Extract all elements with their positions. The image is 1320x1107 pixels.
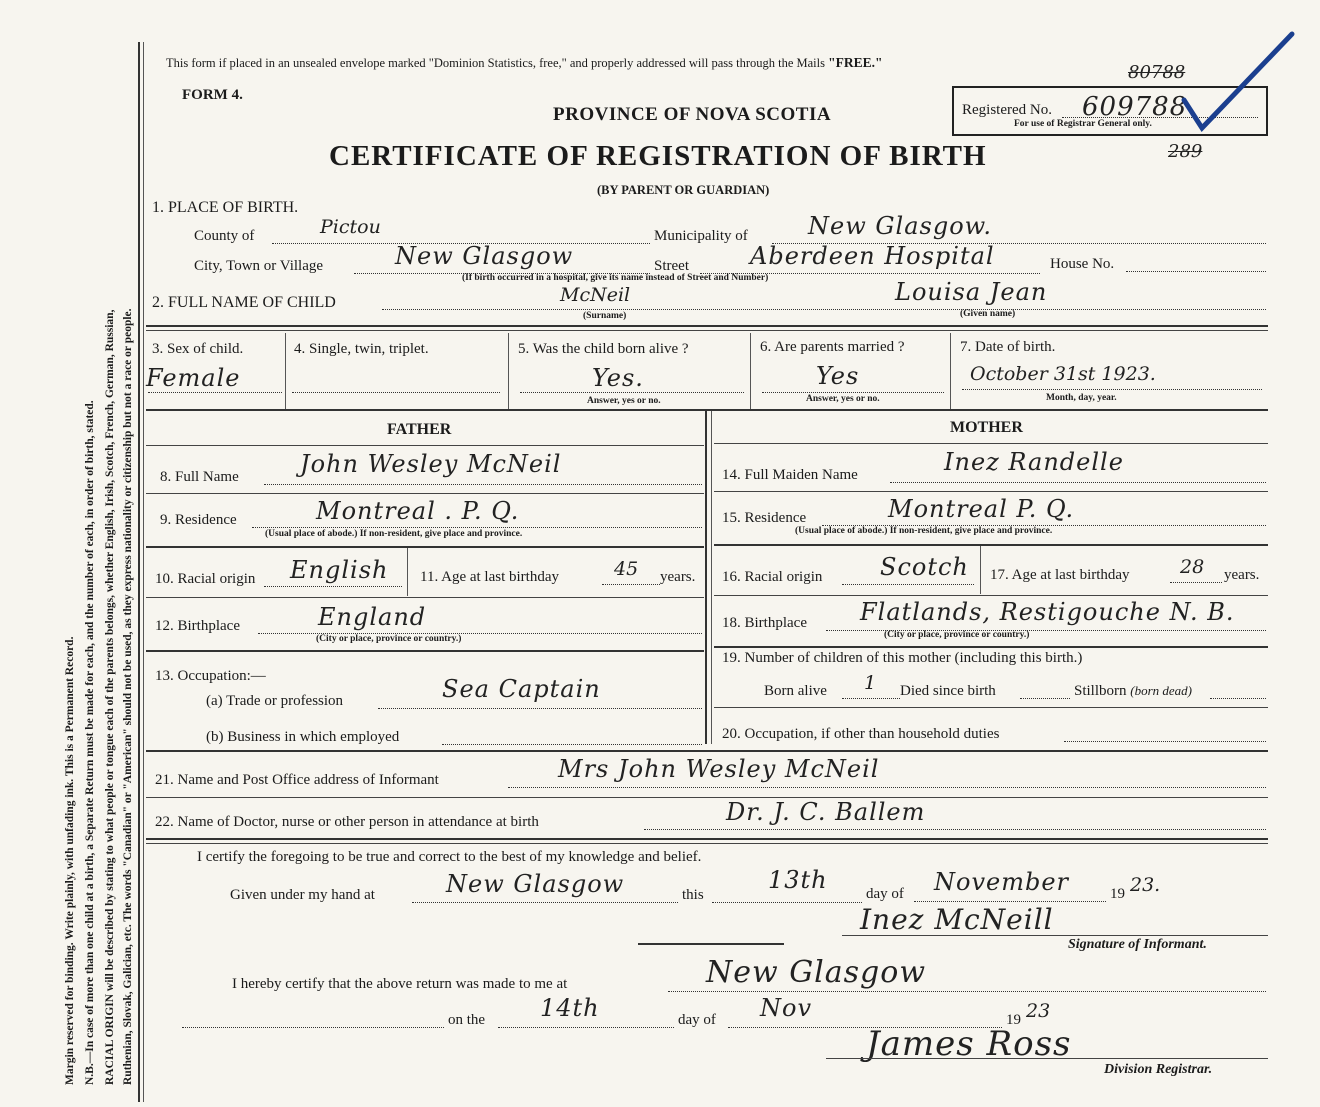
mother-residence-caption: (Usual place of abode.) If non-resident, give place and province. bbox=[795, 526, 1053, 536]
father-racial-value: English bbox=[290, 556, 389, 584]
rule-after-name bbox=[146, 325, 1268, 327]
sex-value: Female bbox=[146, 364, 241, 392]
certification-statement: I certify the foregoing to be true and correct to the best of my knowledge and belief. bbox=[197, 849, 702, 865]
county-label: County of bbox=[194, 228, 255, 244]
mother-divider-16-17 bbox=[980, 546, 981, 594]
father-residence-value: Montreal . P. Q. bbox=[316, 497, 520, 525]
alive-dots bbox=[520, 392, 744, 393]
father-name-dots bbox=[264, 484, 702, 485]
father-business-dots bbox=[442, 744, 702, 745]
mother-age-unit: years. bbox=[1224, 567, 1260, 583]
father-age-value: 45 bbox=[614, 558, 639, 580]
born-alive-dots bbox=[842, 698, 900, 699]
informant-signature-caption: Signature of Informant. bbox=[1068, 937, 1207, 952]
given-place-value: New Glasgow bbox=[446, 870, 625, 898]
divider-3-4 bbox=[285, 333, 286, 409]
informant-dots bbox=[508, 787, 1266, 788]
given-place-dots bbox=[412, 902, 678, 903]
month-value: November bbox=[934, 868, 1070, 896]
day-of-label: day of bbox=[866, 886, 904, 902]
hospital-note: (If birth occurred in a hospital, give its name instead of Street and Number) bbox=[462, 273, 769, 283]
informant-signature-line bbox=[842, 935, 1268, 936]
registrar-note: For use of Registrar General only. bbox=[1014, 119, 1152, 129]
mother-heading-rule bbox=[714, 443, 1268, 444]
registrar-place-dots bbox=[668, 991, 1266, 992]
stillborn-note: (born dead) bbox=[1130, 683, 1193, 698]
municipality-label: Municipality of bbox=[654, 228, 748, 244]
year-prefix: 19 bbox=[1110, 886, 1125, 902]
mother-age-value: 28 bbox=[1180, 556, 1205, 578]
day-dots bbox=[712, 902, 862, 903]
parent-divider bbox=[705, 411, 707, 744]
father-residence-label: 9. Residence bbox=[160, 512, 237, 528]
stillborn-text: Stillborn bbox=[1074, 683, 1127, 699]
father-name-value: John Wesley McNeil bbox=[300, 450, 562, 478]
child-surname: McNeil bbox=[560, 284, 631, 306]
doctor-value: Dr. J. C. Ballem bbox=[726, 798, 926, 826]
county-value: Pictou bbox=[320, 216, 381, 238]
province-title: PROVINCE OF NOVA SCOTIA bbox=[553, 104, 832, 125]
mother-name-label: 14. Full Maiden Name bbox=[722, 467, 858, 483]
reg-day-of-label: day of bbox=[678, 1012, 716, 1028]
sex-dots bbox=[148, 392, 282, 393]
father-age-label: 11. Age at last birthday bbox=[420, 569, 559, 585]
municipality-value: New Glasgow. bbox=[808, 212, 992, 240]
father-residence-dots bbox=[252, 527, 702, 528]
reg-day-value: 14th bbox=[540, 994, 600, 1022]
mother-racial-label: 16. Racial origin bbox=[722, 569, 823, 585]
child-surname-caption: (Surname) bbox=[583, 311, 627, 321]
alive-value: Yes. bbox=[592, 364, 644, 392]
reg-day-dots bbox=[498, 1027, 674, 1028]
mother-residence-value: Montreal P. Q. bbox=[888, 495, 1075, 523]
crossed-number-top: 80788 bbox=[1128, 62, 1186, 83]
rule-after-row3 bbox=[146, 409, 1268, 411]
rule-after-doctor-2 bbox=[146, 843, 1268, 844]
separator-short-rule bbox=[638, 943, 784, 945]
father-birthplace-caption: (City or place, province or country.) bbox=[316, 634, 462, 644]
crossed-number-bottom: 289 bbox=[1168, 141, 1203, 162]
registrar-caption: Division Registrar. bbox=[1104, 1062, 1213, 1077]
margin-note-3: RACIAL ORIGIN will be described by stating to what people or tongue each of the parents belongs, whether English, Irish, Scotch, French, German, Russian, bbox=[104, 309, 116, 1085]
father-heading-rule bbox=[146, 445, 704, 446]
month-dots bbox=[914, 901, 1106, 902]
father-rule-8 bbox=[146, 493, 704, 494]
margin-note-1: Margin reserved for binding. Write plainly, with unfading ink. This is a Permanent Record. bbox=[64, 636, 76, 1085]
binding-rule-inner bbox=[143, 42, 144, 1102]
place-of-birth-heading: 1. PLACE OF BIRTH. bbox=[152, 199, 299, 216]
house-dots bbox=[1126, 271, 1266, 272]
born-alive-value: 1 bbox=[864, 672, 877, 694]
mother-rule-15 bbox=[714, 544, 1268, 546]
street-label: Street bbox=[654, 258, 689, 274]
on-the-label: on the bbox=[448, 1012, 486, 1028]
mother-occupation-label: 20. Occupation, if other than household duties bbox=[722, 726, 1000, 742]
margin-note-4: Ruthenian, Slovak, Galician, etc. The words "Canadian" or "American" should not be used, as they express nationality or citizenship but not a race or people. bbox=[122, 308, 134, 1085]
mother-age-label: 17. Age at last birthday bbox=[990, 567, 1130, 583]
father-racial-label: 10. Racial origin bbox=[155, 571, 256, 587]
mother-birthplace-caption: (City or place, province or country.) bbox=[884, 630, 1030, 640]
mailing-notice bbox=[166, 55, 883, 71]
died-dots bbox=[1020, 698, 1070, 699]
given-label: Given under my hand at bbox=[230, 887, 375, 903]
registrar-signature: James Ross bbox=[866, 1024, 1072, 1064]
mother-residence-label: 15. Residence bbox=[722, 510, 807, 526]
father-rule-12 bbox=[146, 650, 704, 652]
registrar-signature-line bbox=[826, 1058, 1268, 1059]
dob-dots bbox=[962, 389, 1262, 390]
informant-label: 21. Name and Post Office address of Informant bbox=[155, 772, 439, 788]
alive-caption: Answer, yes or no. bbox=[587, 396, 661, 406]
multiple-dots bbox=[292, 392, 500, 393]
mother-birthplace-value: Flatlands, Restigouche N. B. bbox=[860, 598, 1235, 626]
mother-name-value: Inez Randelle bbox=[944, 448, 1124, 476]
divider-6-7 bbox=[950, 333, 951, 409]
divider-5-6 bbox=[750, 333, 751, 409]
informant-value: Mrs John Wesley McNeil bbox=[558, 755, 880, 783]
certificate-title: CERTIFICATE OF REGISTRATION OF BIRTH bbox=[329, 140, 987, 172]
dob-value: October 31st 1923. bbox=[970, 363, 1156, 385]
mother-name-dots bbox=[890, 482, 1266, 483]
child-name-dots bbox=[382, 309, 1266, 310]
mother-occupation-dots bbox=[1064, 741, 1266, 742]
stillborn-dots bbox=[1210, 698, 1266, 699]
mother-heading: MOTHER bbox=[950, 419, 1023, 436]
married-value: Yes bbox=[816, 362, 860, 390]
sex-label: 3. Sex of child. bbox=[152, 341, 244, 357]
rule-after-informant bbox=[146, 797, 1268, 798]
certificate-subtitle: (BY PARENT OR GUARDIAN) bbox=[597, 183, 770, 197]
doctor-dots bbox=[644, 829, 1266, 830]
married-caption: Answer, yes or no. bbox=[806, 394, 880, 404]
mother-age-dots bbox=[1170, 582, 1222, 583]
mother-rule-14 bbox=[714, 491, 1268, 492]
dob-caption: Month, day, year. bbox=[1046, 393, 1117, 403]
child-given-caption: (Given name) bbox=[960, 309, 1016, 319]
mother-racial-value: Scotch bbox=[880, 553, 969, 581]
father-trade-value: Sea Captain bbox=[442, 675, 601, 703]
free-label: "FREE." bbox=[828, 55, 883, 70]
registrar-place-value: New Glasgow bbox=[706, 955, 927, 990]
married-label: 6. Are parents married ? bbox=[760, 339, 905, 355]
father-rule-10 bbox=[146, 597, 704, 598]
reg-month-value: Nov bbox=[760, 994, 813, 1022]
mother-rule-16 bbox=[714, 595, 1268, 596]
father-heading: FATHER bbox=[387, 421, 452, 438]
year-value: 23. bbox=[1130, 874, 1161, 896]
father-age-dots bbox=[602, 584, 660, 585]
father-residence-caption: (Usual place of abode.) If non-resident, give place and province. bbox=[265, 529, 523, 539]
doctor-label: 22. Name of Doctor, nurse or other person in attendance at birth bbox=[155, 814, 539, 830]
father-business-label: (b) Business in which employed bbox=[206, 729, 400, 745]
registrar-statement: I hereby certify that the above return was made to me at bbox=[232, 976, 568, 992]
mother-rule-18 bbox=[714, 646, 1268, 648]
father-trade-dots bbox=[378, 708, 702, 709]
divider-4-5 bbox=[508, 333, 509, 409]
child-given-name: Louisa Jean bbox=[895, 278, 1048, 306]
form-number: FORM 4. bbox=[182, 87, 243, 103]
father-trade-label: (a) Trade or profession bbox=[206, 693, 344, 709]
father-birthplace-value: England bbox=[318, 603, 427, 631]
father-birthplace-label: 12. Birthplace bbox=[155, 618, 240, 634]
mother-children-label: 19. Number of children of this mother (including this birth.) bbox=[722, 650, 1083, 666]
registered-label: Registered No. bbox=[962, 102, 1052, 118]
this-label: this bbox=[682, 887, 704, 903]
mailing-notice-text: This form if placed in an unsealed envelope marked "Dominion Statistics, free," and properly addressed will pass through the Mails bbox=[166, 56, 825, 70]
margin-note-2: N.B.—In case of more than one child at a birth, a Separate Return must be made for each, and the number of each, in order of birth, stated. bbox=[84, 400, 96, 1085]
check-mark-icon bbox=[1180, 28, 1300, 138]
parent-divider-2 bbox=[711, 411, 712, 744]
city-label: City, Town or Village bbox=[194, 258, 324, 274]
city-value: New Glasgow bbox=[395, 242, 574, 270]
informant-signature: Inez McNeill bbox=[860, 903, 1054, 936]
rule-after-doctor bbox=[146, 838, 1268, 840]
reg-year-prefix: 19 bbox=[1006, 1012, 1021, 1028]
mother-rule-19 bbox=[714, 707, 1268, 708]
mother-racial-dots bbox=[842, 584, 974, 585]
day-value: 13th bbox=[768, 866, 828, 894]
child-name-label: 2. FULL NAME OF CHILD bbox=[152, 294, 336, 311]
rule-after-name-2 bbox=[146, 330, 1268, 331]
died-label: Died since birth bbox=[900, 683, 996, 699]
father-name-label: 8. Full Name bbox=[160, 469, 239, 485]
stillborn-label bbox=[1074, 683, 1192, 700]
dob-label: 7. Date of birth. bbox=[960, 339, 1056, 355]
father-racial-dots bbox=[264, 586, 402, 587]
multiple-label: 4. Single, twin, triplet. bbox=[294, 341, 429, 357]
on-the-lead-dots bbox=[182, 1027, 444, 1028]
binding-rule bbox=[138, 42, 140, 1102]
registered-value: 609788 bbox=[1082, 92, 1188, 122]
father-age-unit: years. bbox=[660, 569, 696, 585]
father-divider-10-11 bbox=[407, 548, 408, 596]
mother-birthplace-label: 18. Birthplace bbox=[722, 615, 807, 631]
alive-label: 5. Was the child born alive ? bbox=[518, 341, 689, 357]
father-rule-9 bbox=[146, 546, 704, 548]
father-occupation-label: 13. Occupation:— bbox=[155, 668, 266, 684]
street-value: Aberdeen Hospital bbox=[750, 242, 995, 270]
married-dots bbox=[762, 392, 944, 393]
born-alive-label: Born alive bbox=[764, 683, 827, 699]
house-label: House No. bbox=[1050, 256, 1115, 272]
rule-after-parents bbox=[146, 750, 1268, 752]
reg-year-value: 23 bbox=[1026, 1000, 1051, 1022]
